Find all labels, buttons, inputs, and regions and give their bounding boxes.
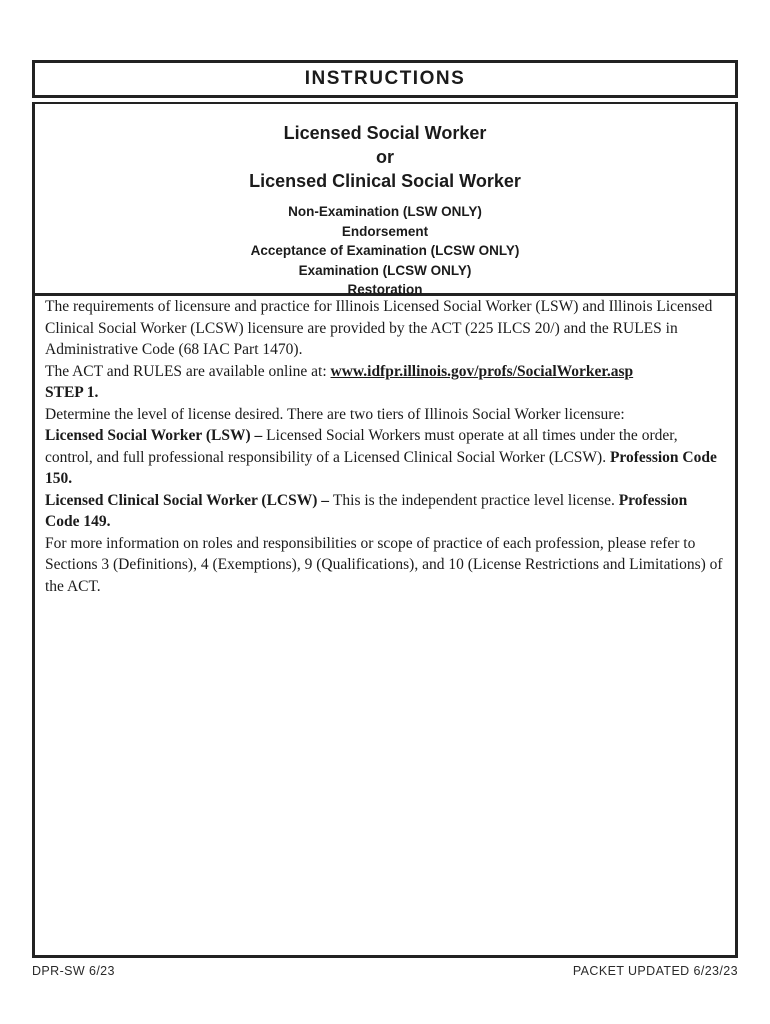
body-section [32,296,738,958]
lsw-description-paragraph [45,425,725,490]
online-availability-text: The ACT and RULES are available online at: [45,362,331,380]
title-block [32,102,738,296]
application-type-examination: Examination (LCSW ONLY) [298,262,472,278]
lsw-profession-code: Profession Code 150. [45,448,717,487]
lcsw-profession-code: Profession Code 149. [45,491,688,530]
requirements-paragraph: The requirements of licensure and practice for Illinois Licensed Social Worker (LSW) and Illinois Licensed Clinical Social Worker (LCSW) licensure are provided by the ACT (225 ILCS 20/) and the RULES in Administrative Code (68 IAC Part 1470). [45,298,713,358]
lsw-body-text: Licensed Social Workers must operate at all times under the order, control, and full professional responsibility of a Licensed Clinical Social Worker (LCSW). [45,427,678,466]
page-footer [32,964,738,978]
title-line-lsw: Licensed Social Worker [283,123,487,143]
lcsw-body-text: This is the independent practice level license. [332,491,619,509]
social-worker-url-link[interactable]: www.idfpr.illinois.gov/profs/SocialWorker.asp [330,362,634,380]
lsw-lead-text: Licensed Social Worker (LSW) – [45,427,267,444]
application-type-endorsement: Endorsement [341,223,429,239]
application-type-restoration: Restoration [347,282,423,297]
form-number: DPR-SW 6/23 [32,964,115,978]
application-type-non-examination: Non-Examination (LSW ONLY) [288,204,482,219]
title-line-lcsw: Licensed Clinical Social Worker [249,171,521,191]
document-page [32,60,738,958]
determine-level-paragraph: Determine the level of license desired. There are two tiers of Illinois Social Worker licensure: [45,405,625,423]
more-information-paragraph: For more information on roles and responsibilities or scope of practice of each profession, please refer to Sections 3 (Definitions), 4 (Exemptions), 9 (Qualifications), and 10 (License Restrictions and Limitations) of the ACT. [45,534,723,595]
online-availability-paragraph [45,361,725,383]
lcsw-lead-text: Licensed Clinical Social Worker (LCSW) – [45,491,333,509]
instructions-header-box [32,60,738,98]
packet-updated-date: PACKET UPDATED 6/23/23 [572,964,738,978]
application-type-list [35,202,735,300]
lcsw-description-paragraph [45,490,725,533]
title-line-or: or [376,147,394,167]
page-title: INSTRUCTIONS [304,68,466,89]
step1-label: STEP 1. [45,384,99,401]
application-type-acceptance-of-examination: Acceptance of Examination (LCSW ONLY) [250,243,520,258]
